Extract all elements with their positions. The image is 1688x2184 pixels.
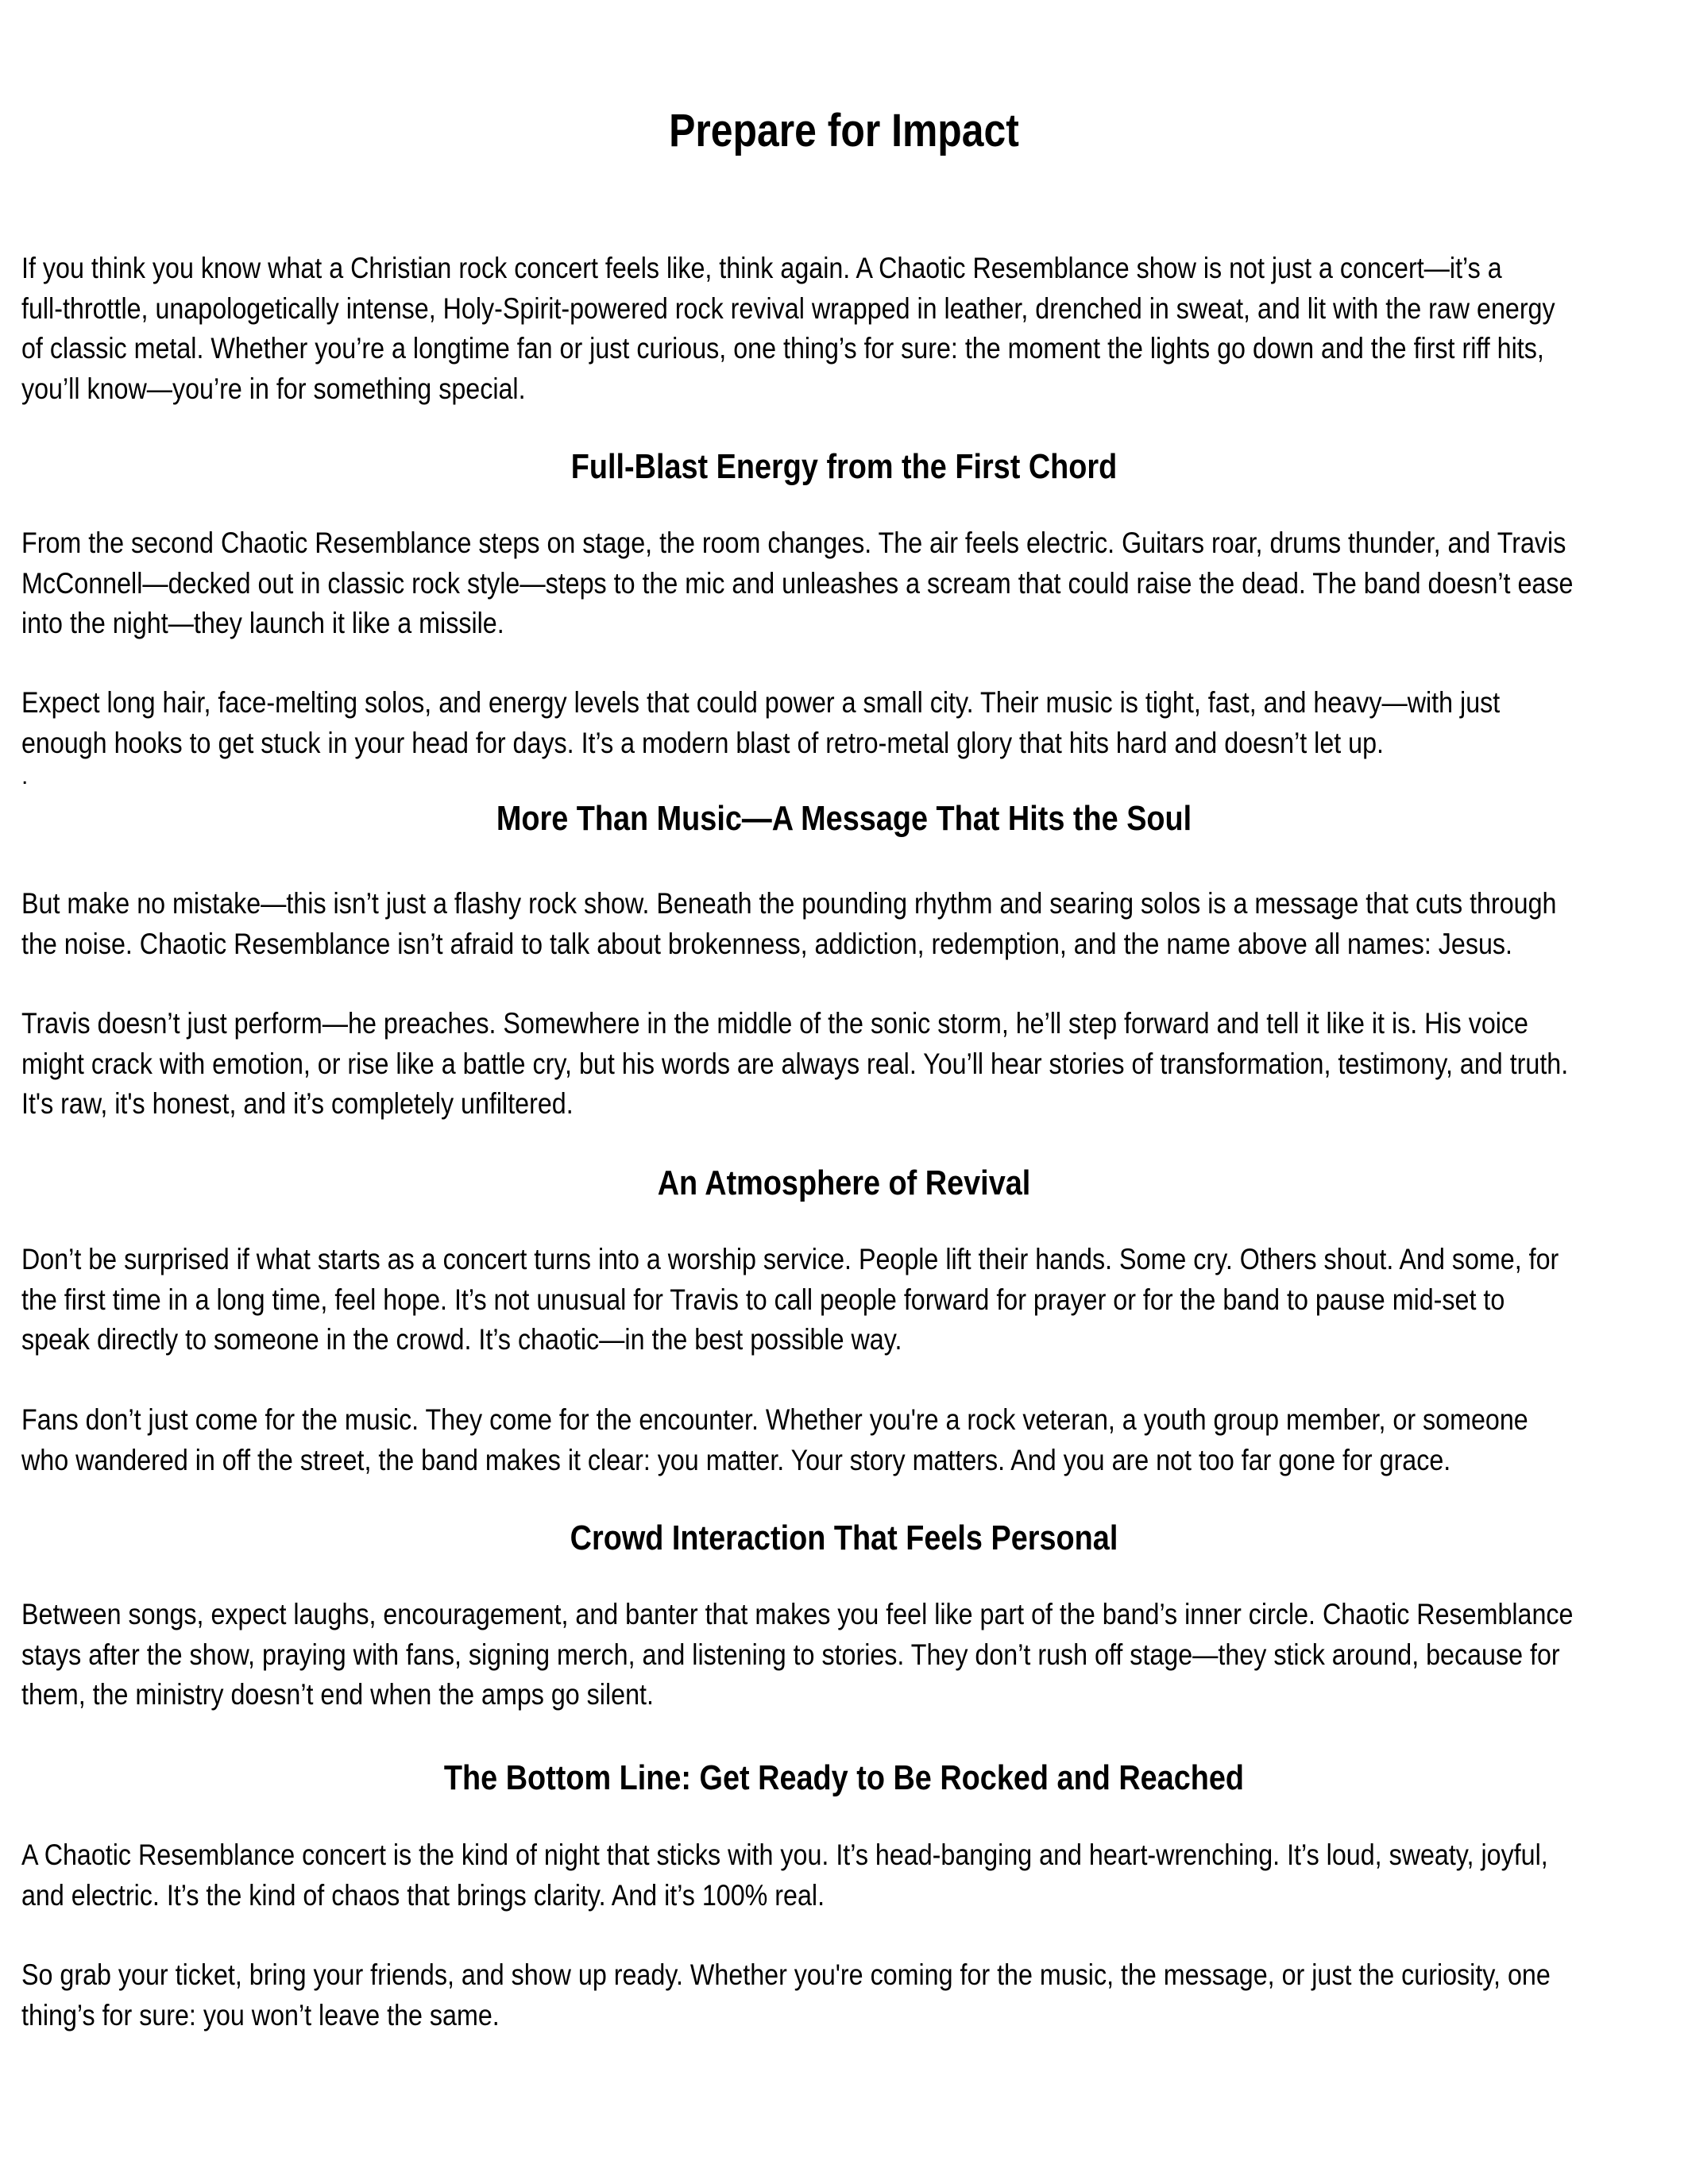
text-line: them, the ministry doesn’t end when the amps go silent. bbox=[21, 1677, 654, 1711]
text-line: might crack with emotion, or rise like a battle cry, but his words are always real. You’ll hear stories of transformation, testimony, and truth. bbox=[21, 1046, 1569, 1080]
section-heading: The Bottom Line: Get Ready to Be Rocked and Reached bbox=[443, 1758, 1245, 1797]
paragraph bbox=[21, 883, 1661, 963]
text-line: into the night—they launch it like a missile. bbox=[21, 606, 504, 639]
text-line: full-throttle, unapologetically intense, Holy-Spirit-powered rock revival wrapped in leather, drenched in sweat, and lit with the raw energy bbox=[21, 291, 1555, 325]
text-line: So grab your ticket, bring your friends, and show up ready. Whether you're coming for the music, the message, or just the curiosity, one bbox=[21, 1958, 1551, 1991]
text-line: From the second Chaotic Resemblance steps on stage, the room changes. The air feels electric. Guitars roar, drums thunder, and Travis bbox=[21, 526, 1566, 559]
paragraph bbox=[21, 1954, 1661, 2035]
text-line: But make no mistake—this isn’t just a flashy rock show. Beneath the pounding rhythm and searing solos is a message that cuts through bbox=[21, 886, 1557, 920]
text-line: speak directly to someone in the crowd. It’s chaotic—in the best possible way. bbox=[21, 1322, 902, 1356]
text-line: Between songs, expect laughs, encouragement, and banter that makes you feel like part of the band’s inner circle. Chaotic Resemblance bbox=[21, 1597, 1574, 1630]
paragraph bbox=[21, 1594, 1661, 1715]
text-line: If you think you know what a Christian rock concert feels like, think again. A Chaotic Resemblance show is not just a concert—it’s a bbox=[21, 251, 1502, 284]
intro-paragraph bbox=[21, 248, 1661, 408]
paragraph bbox=[21, 1239, 1661, 1360]
text-line: Fans don’t just come for the music. They come for the encounter. Whether you're a rock veteran, a youth group member, or someone bbox=[21, 1403, 1528, 1436]
text-line: A Chaotic Resemblance concert is the kind of night that sticks with you. It’s head-banging and heart-wrenching. It’s loud, sweaty, joyful, bbox=[21, 1838, 1548, 1871]
text-line: thing’s for sure: you won’t leave the same. bbox=[21, 1997, 500, 2032]
text-line: who wandered in off the street, the band makes it clear: you matter. Your story matters. And you are not too far gone for grace. bbox=[21, 1442, 1451, 1476]
page-title: Prepare for Impact bbox=[669, 105, 1019, 156]
text-line: the first time in a long time, feel hope. It’s not unusual for Travis to call people forward for prayer or for the band to pause mid-set to bbox=[21, 1282, 1505, 1316]
text-line: and electric. It’s the kind of chaos that brings clarity. And it’s 100% real. bbox=[21, 1877, 825, 1912]
text-line: of classic metal. Whether you’re a longtime fan or just curious, one thing’s for sure: the moment the lights go down and the first riff hits, bbox=[21, 331, 1544, 365]
text-line: Travis doesn’t just perform—he preaches. Somewhere in the middle of the sonic storm, he’ll step forward and tell it like it is. His voice bbox=[21, 1006, 1528, 1040]
text-line: the noise. Chaotic Resemblance isn’t afraid to talk about brokenness, addiction, redemption, and the name above all names: Jesus. bbox=[21, 926, 1512, 960]
text-line: enough hooks to get stuck in your head for days. It’s a modern blast of retro-metal glory that hits hard and doesn’t let up. bbox=[21, 725, 1385, 759]
paragraph bbox=[21, 523, 1661, 643]
paragraph bbox=[21, 1835, 1661, 1915]
paragraph bbox=[21, 682, 1661, 762]
section-heading: Crowd Interaction That Feels Personal bbox=[570, 1518, 1118, 1557]
section-heading: More Than Music—A Message That Hits the Soul bbox=[496, 799, 1192, 838]
paragraph bbox=[21, 1399, 1661, 1480]
section-heading: Full-Blast Energy from the First Chord bbox=[570, 447, 1118, 486]
text-line: It's raw, it's honest, and it’s completely unfiltered. bbox=[21, 1086, 574, 1120]
text-line: you’ll know—you’re in for something special. bbox=[21, 371, 526, 405]
text-line: Don’t be surprised if what starts as a concert turns into a worship service. People lift their hands. Some cry. Others shout. And some, for bbox=[21, 1242, 1559, 1275]
section-heading: An Atmosphere of Revival bbox=[657, 1163, 1031, 1202]
stray-period: . bbox=[21, 763, 29, 789]
text-line: Expect long hair, face-melting solos, and energy levels that could power a small city. Their music is tight, fast, and heavy—with just bbox=[21, 685, 1501, 719]
text-line: stays after the show, praying with fans, signing merch, and listening to stories. They don’t rush off stage—they stick around, because for bbox=[21, 1637, 1560, 1671]
paragraph bbox=[21, 1003, 1661, 1124]
text-line: McConnell—decked out in classic rock style—steps to the mic and unleashes a scream that could raise the dead. The band doesn’t ease bbox=[21, 565, 1574, 600]
